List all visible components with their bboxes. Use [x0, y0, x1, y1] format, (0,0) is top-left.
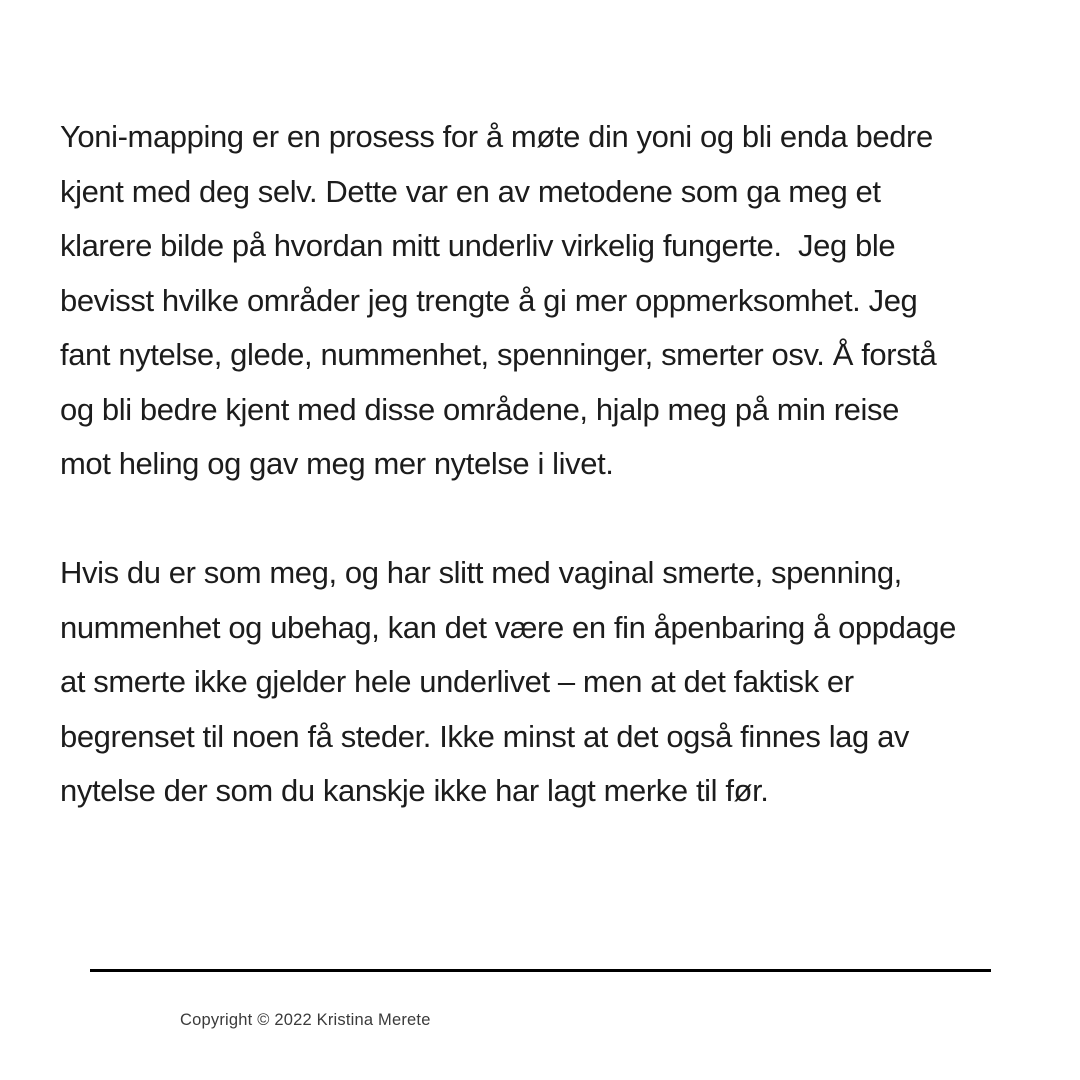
paragraph-1-line: og bli bedre kjent med disse områdene, hjalp meg på min reise: [60, 391, 899, 427]
body-text: [60, 110, 1020, 819]
paragraph-1-line: fant nytelse, glede, nummenhet, spenninger, smerter osv. Å forstå: [60, 337, 937, 372]
paragraph-1-line: klarere bilde på hvordan mitt underliv virkelig fungerte. Jeg ble: [60, 228, 896, 263]
paragraph-2: [60, 546, 1020, 819]
paragraph-2-line: Hvis du er som meg, og har slitt med vaginal smerte, spenning,: [60, 555, 902, 590]
footer-divider: [90, 969, 991, 972]
paragraph-1-line: mot heling og gav meg mer nytelse i livet.: [60, 446, 614, 481]
paragraph-1-line: bevisst hvilke områder jeg trengte å gi mer oppmerksomhet. Jeg: [60, 282, 918, 318]
paragraph-2-line: nummenhet og ubehag, kan det være en fin åpenbaring å oppdage: [60, 609, 956, 645]
paragraph-2-line: begrenset til noen få steder. Ikke minst at det også finnes lag av: [60, 718, 910, 754]
paragraph-1-line: Yoni-mapping er en prosess for å møte din yoni og bli enda bedre: [60, 119, 933, 154]
footer-copyright: Copyright © 2022 Kristina Merete: [180, 1011, 431, 1029]
paragraph-2-line: at smerte ikke gjelder hele underlivet – men at det faktisk er: [60, 664, 854, 699]
paragraph-1: [60, 110, 1020, 492]
paragraph-1-line: kjent med deg selv. Dette var en av metodene som ga meg et: [60, 173, 881, 209]
paragraph-2-line: nytelse der som du kanskje ikke har lagt merke til før.: [60, 773, 769, 808]
